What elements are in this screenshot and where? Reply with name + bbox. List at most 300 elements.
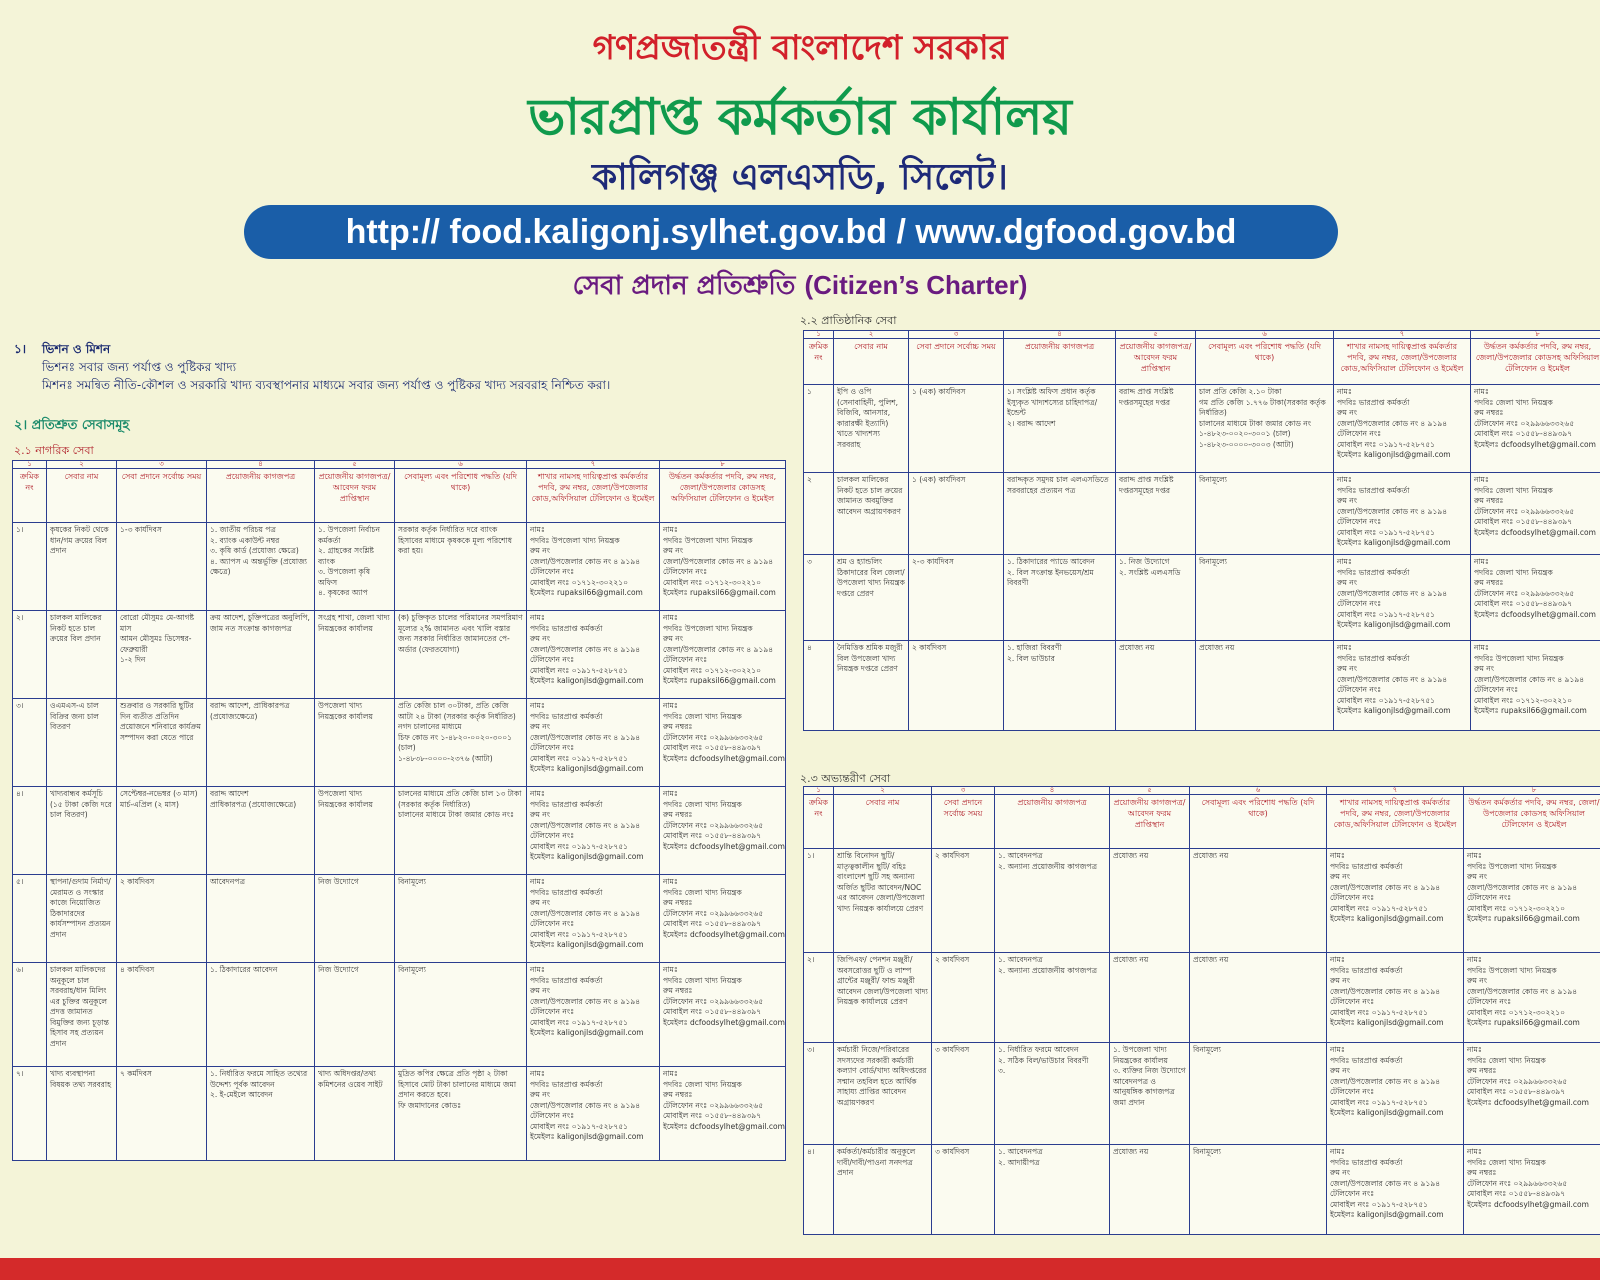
officer-detail-line: মোবাইল নংঃ ০১৭১২-৩০২২১০ (1467, 1007, 1566, 1017)
officer-detail-line: পদবিঃ জেলা খাদ্য নিয়ন্ত্রক (663, 711, 742, 721)
cell-text-line: চালানের মাধ্যমে টাকা জমার কোড নংঃ (398, 810, 514, 819)
table-row (804, 555, 1600, 641)
officer-detail-line: টেলিফোন নংঃ (530, 655, 575, 664)
cell-text-line: মার্চ-এপ্রিল (২ মাস) (120, 799, 179, 809)
officer-detail-line: রুম নং (530, 898, 551, 907)
serial-cell (13, 523, 47, 611)
cell-text-line: ২. বিল সংক্রান্ত ইনভয়েস/শ্রম বিবরণী (1007, 567, 1094, 587)
officer-detail-line: টেলিফোন নংঃ (1330, 997, 1375, 1006)
form-source-cell (315, 1067, 395, 1161)
officer-detail-line: রুম নং (1330, 872, 1351, 881)
form-source-cell (1110, 1043, 1190, 1145)
cell-text-line: ৩. (998, 1066, 1006, 1075)
officer-detail-line: টেলিফোন নংঃ ০২৯৯৬৬৩৩২৬৫ (663, 732, 764, 742)
officer-detail-line: জেলা/উপজেলার কোড নং ৪ ৯১৯৪ (663, 556, 774, 566)
officer-detail-line: মোবাইল নংঃ ০১৫৫৮-৪৪৯৩৯৭ (663, 919, 761, 928)
officer-detail-line: জেলা/উপজেলার কোড নং ৪ ৯১৯৪ (530, 1100, 641, 1110)
cell-text-line: ২. আদায়ীপত্র (998, 1157, 1040, 1167)
fee-cell (1190, 953, 1327, 1043)
responsible-officer-cell (527, 699, 660, 787)
service-time-cell (117, 699, 207, 787)
serial-cell (804, 641, 834, 731)
column-index: ২ (834, 331, 909, 339)
officer-detail-line: জেলা/উপজেলার কোড নং ৪ ৯১৯৪ (530, 908, 641, 918)
table-row (804, 849, 1600, 953)
fee-cell (395, 875, 527, 963)
service-time-cell (909, 555, 1004, 641)
service-time-cell (909, 641, 1004, 731)
documents-cell (207, 523, 315, 611)
officer-detail-line: ইমেইলঃ dcfoodsylhet@gmail.com (1467, 1199, 1589, 1209)
service-name-cell (834, 385, 909, 473)
officer-detail-line: নামঃ (1330, 851, 1345, 860)
officer-detail-line: পদবিঃ উপজেলা খাদ্য নিয়ন্ত্রক (1467, 965, 1557, 975)
supervising-officer-cell (660, 963, 786, 1067)
responsible-officer-cell (1334, 385, 1471, 473)
documents-cell (207, 699, 315, 787)
officer-detail-line: পদবিঃ ভারপ্রাপ্ত কর্মকর্তা (1330, 1055, 1403, 1065)
officer-detail-line: পদবিঃ ভারপ্রাপ্ত কর্মকর্তা (530, 1079, 603, 1089)
officer-detail-line: ইমেইলঃ rupaksil66@gmail.com (663, 676, 776, 685)
officer-detail-line: নামঃ (530, 613, 545, 622)
fee-cell (395, 699, 527, 787)
officer-detail-line: পদবিঃ জেলা খাদ্য নিয়ন্ত্রক (1474, 485, 1553, 495)
fee-cell (1196, 641, 1334, 731)
responsible-officer-cell (527, 963, 660, 1067)
column-header: প্রয়োজনীয় কাগজপত্র/আবেদন ফরম প্রাপ্তিস্থান (1110, 795, 1190, 849)
supervising-officer-cell (660, 611, 786, 699)
documents-cell (1004, 641, 1116, 731)
column-header: প্রয়োজনীয় কাগজপত্র/আবেদন ফরম প্রাপ্তিস্থান (1116, 339, 1196, 385)
charter-title-bn: সেবা প্রদান প্রতিশ্রুতি (572, 271, 796, 301)
documents-cell (207, 1067, 315, 1161)
officer-detail-line: রুম নং (1474, 664, 1495, 673)
officer-detail-line: নামঃ (1337, 643, 1352, 652)
cell-text-line: ৩ (807, 557, 812, 566)
fee-cell (1196, 473, 1334, 555)
officer-detail-line: জেলা/উপজেলার কোড নং ৪ ৯১৯৪ (530, 732, 641, 742)
institutional-services-table (803, 330, 1600, 731)
cell-text-line: প্রযোজ্য নয় (1119, 643, 1155, 652)
column-header: প্রয়োজনীয় কাগজপত্র (207, 469, 315, 523)
cell-text-line: কর্মচারী নিজে/পরিবারের সদস্যদের সরকারী কর্মচারী কল্যাণ বোর্ড/খাদ্য অধিদপ্তরের সন্মান তহবিল হতে আর্থিক সাহায্য প্রাপ্তির আবেদন অগ্রায়ণকরণ (837, 1045, 927, 1107)
cell-text-line: ৬। (16, 965, 24, 974)
officer-detail-line: ইমেইলঃ rupaksil66@gmail.com (663, 588, 776, 597)
officer-detail-line: পদবিঃ ভারপ্রাপ্ত কর্মকর্তা (1330, 1157, 1403, 1167)
cell-text-line: ৩। (807, 1045, 815, 1054)
column-header: সেবার নাম (47, 469, 117, 523)
service-time-cell (932, 1043, 995, 1145)
serial-cell (13, 963, 47, 1067)
cell-text-line: প্রাধিকারপত্র (প্রযোজ্যক্ষেত্রে) (210, 799, 297, 809)
officer-detail-line: জেলা/উপজেলার কোড নং ৪ ৯১৯৪ (663, 644, 774, 654)
officer-detail-line: রুম নম্বরঃ (663, 722, 693, 731)
cell-text-line: আবেদনপত্র (210, 877, 245, 886)
column-index: ১ (804, 331, 834, 339)
column-header: সেবামূল্য এবং পরিশোধ পদ্ধতি (যদি থাকে) (395, 469, 527, 523)
cell-text-line: ১. ঠিকাদারের প্যাডে আবেদন (1007, 557, 1095, 566)
cell-text-line: সংগ্রহ শাখা, জেলা খাদ্য নিয়ন্ত্রকের কার্যালয় (318, 613, 390, 633)
cell-text-line: বরাদ্দ আদেশ, প্রাধিকারপত্র (প্রযোজ্যক্ষেত্রে) (210, 701, 290, 721)
officer-detail-line: রুম নং (1330, 976, 1351, 985)
officer-detail-line: টেলিফোন নংঃ (1330, 1087, 1375, 1096)
officer-detail-line: পদবিঃ উপজেলা খাদ্য নিয়ন্ত্রক (530, 535, 620, 545)
cell-text-line: নিজ উদ্যোগে (318, 877, 359, 886)
officer-detail-line: টেলিফোন নংঃ (1337, 429, 1382, 438)
officer-detail-line: রুম নম্বরঃ (1474, 408, 1504, 417)
cell-text-line: উপজেলা খাদ্য নিয়ন্ত্রকের কার্যালয় (318, 789, 373, 809)
officer-detail-line: মোবাইল নংঃ ০১৯১৭-৫২৮৭৫১ (530, 753, 628, 763)
service-time-cell (932, 849, 995, 953)
cell-text-line: ২. অন্যান্য প্রয়োজনীয় কাগজপত্র (998, 861, 1097, 871)
cell-text-line: ৩. উপজেলা কৃষি অফিস (318, 567, 370, 587)
officer-detail-line: জেলা/উপজেলার কোড নং ৪ ৯১৯৪ (1337, 506, 1448, 516)
service-name-cell (47, 875, 117, 963)
officer-detail-line: মোবাইল নংঃ ০১৫৫৮-৪৪৯৩৯৭ (663, 1111, 761, 1120)
officer-detail-line: নামঃ (1474, 387, 1489, 396)
officer-detail-line: মোবাইল নংঃ ০১৫৫৮-৪৪৯৩৯৭ (1467, 1087, 1565, 1096)
column-index: ৮ (1464, 787, 1600, 795)
officer-detail-line: পদবিঃ ভারপ্রাপ্ত কর্মকর্তা (530, 887, 603, 897)
officer-detail-line: টেলিফোন নংঃ (1467, 893, 1512, 902)
cell-text-line: সেপ্টেম্বর-নভেম্বর (৩ মাস) (120, 789, 198, 798)
table-row (13, 875, 786, 963)
officer-detail-line: রুম নং (530, 722, 551, 731)
officer-detail-line: টেলিফোন নংঃ (530, 743, 575, 752)
cell-text-line: বরাদ্দকৃত সমুদয় চাল এলএসডিতে সরবরাহের প্রত্যয়ন পত্র (1007, 475, 1109, 495)
cell-text-line: ১-২ দিন (120, 655, 146, 664)
cell-text-line: ২. গ্রাহকের সংশ্লিষ্ট ব্যাংক (318, 546, 374, 566)
column-index: ৮ (1471, 331, 1600, 339)
supervising-officer-cell (660, 787, 786, 875)
supervising-officer-cell (660, 699, 786, 787)
officer-detail-line: মোবাইল নংঃ ০১৯১৭-৫২৮৭৫১ (1337, 695, 1435, 705)
column-index: ৩ (909, 331, 1004, 339)
service-time-cell (117, 963, 207, 1067)
officer-detail-line: মোবাইল নংঃ ০১৭১২-৩০২২১০ (663, 665, 762, 675)
officer-detail-line: টেলিফোন নংঃ ০২৯৯৬৬৩৩২৬৫ (1474, 506, 1575, 516)
fee-cell (1190, 1043, 1327, 1145)
officer-detail-line: জেলা/উপজেলার কোড নং ৪ ৯১৯৪ (1474, 674, 1585, 684)
form-source-cell (1116, 385, 1196, 473)
cell-text-line: ২ (807, 475, 812, 484)
serial-cell (804, 1145, 834, 1235)
column-header: সেবার নাম (834, 339, 909, 385)
column-header: প্রয়োজনীয় কাগজপত্র/আবেদন ফরম প্রাপ্তিস্থান (315, 469, 395, 523)
cell-text-line: প্রযোজ্য নয় (1113, 1147, 1149, 1156)
officer-detail-line: পদবিঃ ভারপ্রাপ্ত কর্মকর্তা (1337, 397, 1410, 407)
form-source-cell (315, 523, 395, 611)
service-time-cell (117, 875, 207, 963)
officer-detail-line: পদবিঃ ভারপ্রাপ্ত কর্মকর্তা (530, 711, 603, 721)
officer-detail-line: টেলিফোন নংঃ ০২৯৯৬৬৩৩২৬৫ (1467, 1076, 1568, 1086)
officer-detail-line: মোবাইল নংঃ ০১৯১৭-৫২৮৭৫১ (530, 841, 628, 851)
column-header: ক্রমিক নং (13, 469, 47, 523)
cell-text-line: ওএমএস-এ চাল বিক্রির জন্য চাল বিতরণ (50, 701, 99, 731)
form-source-cell (1116, 473, 1196, 555)
cell-text-line: প্রযোজ্য নয় (1199, 643, 1235, 652)
cell-text-line: ১-৪৮২৩-০০০০-৩০০৩ (আটা) (1199, 439, 1294, 449)
serial-cell (804, 385, 834, 473)
serial-cell (804, 473, 834, 555)
officer-detail-line: টেলিফোন নংঃ ০২৯৯৬৬৩৩২৬৫ (663, 908, 764, 918)
officer-detail-line: পদবিঃ ভারপ্রাপ্ত কর্মকর্তা (530, 799, 603, 809)
cell-text-line: কর্মকর্তা/কর্মচারীর অনুকূলে দাবী/দাবী/পাওনা সনদপত্র প্রদান (837, 1147, 916, 1177)
officer-detail-line: নামঃ (1474, 557, 1489, 566)
table-row (13, 611, 786, 699)
fee-cell (1190, 849, 1327, 953)
officer-detail-line: নামঃ (530, 1069, 545, 1078)
cell-text-line: গম প্রতি কেজি ১.৭৭৬ টাকা(সরকার কর্তৃক নির্ধারিত) (1199, 397, 1326, 417)
officer-detail-line: টেলিফোন নংঃ ০২৯৯৬৬৩৩২৬৫ (663, 820, 764, 830)
cell-text-line: ৪। (16, 789, 24, 798)
cell-text-line: ১। সংশ্লিষ্ট অফিস প্রধান কর্তৃক ইস্যুকৃত খাদ্যশস্যের চাহিদাপত্র/ইন্ডেন্ট (1007, 387, 1098, 417)
column-header: প্রয়োজনীয় কাগজপত্র (1004, 339, 1116, 385)
fee-cell (395, 787, 527, 875)
officer-detail-line: রুম নং (530, 634, 551, 643)
cell-text-line: ২ কার্যদিবস (912, 643, 947, 652)
cell-text-line: ফি জমাদানের কোডঃ (398, 1100, 462, 1110)
officer-detail-line: ইমেইলঃ kaligonjlsd@gmail.com (1337, 706, 1451, 715)
documents-cell (207, 875, 315, 963)
officer-detail-line: টেলিফোন নংঃ (1337, 685, 1382, 694)
column-index: ২ (834, 787, 932, 795)
service-name-cell (834, 473, 909, 555)
cell-text-line: ৩ কার্যদিবস (935, 1045, 970, 1054)
officer-detail-line: টেলিফোন নংঃ (1337, 517, 1382, 526)
service-time-cell (117, 523, 207, 611)
column-index: ৫ (1110, 787, 1190, 795)
officer-detail-line: ইমেইলঃ rupaksil66@gmail.com (1474, 706, 1587, 715)
column-index: ৪ (1004, 331, 1116, 339)
cell-text-line: ১। (807, 851, 815, 860)
cell-text-line: ১-৩ কার্যদিবস (120, 525, 162, 534)
column-header: শাখার নামসহ দায়িত্বপ্রাপ্ত কর্মকর্তার পদবি, রুম নম্বর, জেলা/উপজেলার কোড,অফিসিয়াল টেলিফোন ও ইমেইল (1334, 339, 1471, 385)
cell-text-line: ৩ কার্যদিবস (935, 1147, 970, 1156)
officer-detail-line: পদবিঃ উপজেলা খাদ্য নিয়ন্ত্রক (1467, 861, 1557, 871)
vision-mission (14, 340, 784, 394)
service-name-cell (47, 1067, 117, 1161)
officer-detail-line: রুম নং (663, 546, 684, 555)
website-url-banner[interactable]: http:// food.kaligonj.sylhet.gov.bd / www.dgfood.gov.bd (244, 205, 1338, 259)
officer-detail-line: টেলিফোন নংঃ (1330, 1189, 1375, 1198)
officer-detail-line: ইমেইলঃ kaligonjlsd@gmail.com (530, 1028, 644, 1037)
supervising-officer-cell (1471, 555, 1600, 641)
officer-detail-line: রুম নং (1337, 408, 1358, 417)
cell-text-line: বিনামূল্যে (1199, 557, 1227, 566)
service-time-cell (932, 953, 995, 1043)
form-source-cell (315, 963, 395, 1067)
officer-detail-line: জেলা/উপজেলার কোড নং ৪ ৯১৯৪ (1467, 882, 1578, 892)
documents-cell (995, 849, 1110, 953)
responsible-officer-cell (527, 1067, 660, 1161)
cell-text-line: প্রযোজ্য নয় (1193, 955, 1229, 964)
cell-text-line: প্রতি কেজি চাল ৩০টাকা, প্রতি কেজি আটা ২৪ টাকা (সরকার কর্তৃক নির্ধারিত) নগদ চালানের মাধ্যমে (398, 701, 516, 731)
cell-text-line: বরাদ্দ প্রাপ্ত সংশ্লিষ্ট দপ্তরসমূহের দপ্তর (1119, 475, 1174, 495)
officer-detail-line: ইমেইলঃ dcfoodsylhet@gmail.com (663, 753, 785, 763)
documents-cell (207, 611, 315, 699)
service-name-cell (834, 953, 932, 1043)
officer-detail-line: ইমেইলঃ kaligonjlsd@gmail.com (530, 764, 644, 773)
serial-cell (13, 611, 47, 699)
officer-detail-line: রুম নং (1467, 976, 1488, 985)
officer-detail-line: রুম নম্বরঃ (663, 986, 693, 995)
cell-text-line: ১. উপজেলা খাদ্য নিয়ন্ত্রকের কার্যালয় (1113, 1045, 1168, 1065)
column-index: ১ (804, 787, 834, 795)
cell-text-line: ১ (এক) কার্যদিবস (912, 387, 966, 396)
officer-detail-line: টেলিফোন নংঃ (530, 919, 575, 928)
officer-detail-line: জেলা/উপজেলার কোড নং ৪ ৯১৯৪ (1337, 674, 1448, 684)
cell-text-line: খাদ্য অধিদপ্তর/তথ্য কমিশনের ওয়েব সাইট (318, 1069, 383, 1089)
supervising-officer-cell (1471, 473, 1600, 555)
cell-text-line: ৭। (16, 1069, 24, 1078)
serial-cell (804, 953, 834, 1043)
officer-detail-line: রুম নং (1467, 872, 1488, 881)
cell-text-line: চালকল মালিকের নিকট হতে চাল ক্রয়ের বিল প্রদান (50, 613, 102, 643)
documents-cell (207, 963, 315, 1067)
cell-text-line: ২ কার্যদিবস (120, 877, 155, 886)
officer-detail-line: পদবিঃ ভারপ্রাপ্ত কর্মকর্তা (1337, 653, 1410, 663)
table-row (13, 699, 786, 787)
officer-detail-line: নামঃ (530, 789, 545, 798)
form-source-cell (315, 611, 395, 699)
officer-detail-line: জেলা/উপজেলার কোড নং ৪ ৯১৯৪ (530, 556, 641, 566)
cell-text-line: শুক্রবার ও সরকারি ছুটির দিন ব্যতীত প্রতিদিন প্রয়োজনে শনিবারে কার্যক্রম সম্পাদন করা যেতে পারে (120, 701, 201, 742)
cell-text-line: বোরো মৌসুমঃ মে-আগষ্ট মাস (120, 613, 195, 633)
cell-text-line: ইপি ও ওপি (সেনাবাহিনী, পুলিশ, বিজিবি, আনসার, কারারক্ষী ইত্যাদি) খাতে খাদ্যশস্য সরবরাহ (837, 387, 899, 449)
cell-text-line: প্রযোজ্য নয় (1193, 851, 1229, 860)
officer-detail-line: টেলিফোন নংঃ (530, 567, 575, 576)
cell-text-line: ১. উপজেলা নির্বাচন কর্মকর্তা (318, 525, 380, 545)
supervising-officer-cell (1464, 1145, 1600, 1235)
table-row (804, 385, 1600, 473)
column-index: ৪ (995, 787, 1110, 795)
column-header: সেবা প্রদানে সর্বোচ্চ সময় (909, 339, 1004, 385)
table-row (804, 953, 1600, 1043)
serial-cell (13, 1067, 47, 1161)
documents-cell (1004, 555, 1116, 641)
officer-detail-line: মোবাইল নংঃ ০১৫৫৮-৪৪৯৩৯৭ (1467, 1189, 1565, 1198)
cell-text-line: ৩. কৃষি কার্ড (প্রযোজ্য ক্ষেত্রে) (210, 546, 299, 555)
cell-text-line: ১ (এক) কার্যদিবস (912, 475, 966, 484)
supervising-officer-cell (1471, 641, 1600, 731)
officer-detail-line: জেলা/উপজেলার কোড নং ৪ ৯১৯৪ (1337, 588, 1448, 598)
column-header: সেবামূল্য এবং পরিশোধ পদ্ধতি (যদি থাকে) (1196, 339, 1334, 385)
service-time-cell (909, 473, 1004, 555)
cell-text-line: মুদ্রিত কপির ক্ষেত্রে প্রতি পৃষ্ঠা ২ টাকা হিসাবে মোট টাকা চালানের মাধ্যমে জমা প্রদান করতে হবে। (398, 1069, 517, 1099)
column-header: শাখার নামসহ দায়িত্বপ্রাপ্ত কর্মকর্তার পদবি, রুম নম্বর, জেলা/উপজেলার কোড,অফিসিয়াল টেলিফোন ও ইমেইল (1327, 795, 1464, 849)
fee-cell (395, 611, 527, 699)
cell-text-line: জিপিএফ/ পেনশন মঞ্জুরী/ অবসরোত্তর ছুটি ও লাম্প গ্রান্টের মঞ্জুরী/ ফান্ড মঞ্জুরী আবেদন জেলা/উপজেলা খাদ্য নিয়ন্ত্রক কার্যালয়ে প্রেরণ (837, 955, 928, 1006)
officer-detail-line: ইমেইলঃ kaligonjlsd@gmail.com (1337, 538, 1451, 547)
officer-detail-line: মোবাইল নংঃ ০১৯১৭-৫২৮৭৫১ (530, 1017, 628, 1027)
officer-detail-line: রুম নং (530, 810, 551, 819)
column-index: ৫ (315, 461, 395, 469)
form-source-cell (1116, 641, 1196, 731)
officer-detail-line: মোবাইল নংঃ ০১৯১৭-৫২৮৭৫১ (1330, 1007, 1428, 1017)
officer-detail-line: ইমেইলঃ dcfoodsylhet@gmail.com (1474, 439, 1596, 449)
cell-text-line: নৈমিত্তিক শ্রমিক মজুরী বিল উপজেলা খাদ্য নিয়ন্ত্রক দপ্তরে প্রেরণ (837, 643, 903, 673)
officer-detail-line: রুম নং (663, 634, 684, 643)
officer-detail-line: ইমেইলঃ kaligonjlsd@gmail.com (530, 940, 644, 949)
officer-detail-line: ইমেইলঃ rupaksil66@gmail.com (1467, 914, 1580, 923)
officer-detail-line: নামঃ (663, 525, 678, 534)
officer-detail-line: টেলিফোন নংঃ (663, 567, 708, 576)
column-header: সেবামূল্য এবং পরিশোধ পদ্ধতি (যদি থাকে) (1190, 795, 1327, 849)
cell-text-line: বিনামূল্যে (398, 965, 426, 974)
officer-detail-line: মোবাইল নংঃ ০১৫৫৮-৪৪৯৩৯৭ (1474, 429, 1572, 438)
citizen-services-heading: ২.১ নাগরিক সেবা (14, 444, 94, 457)
cell-text-line: প্রযোজ্য নয় (1113, 955, 1149, 964)
cell-text-line: ১. নির্ধারিত ফরমে আবেদন (998, 1045, 1079, 1054)
officer-detail-line: মোবাইল নংঃ ০১৫৫৮-৪৪৯৩৯৭ (663, 743, 761, 752)
officer-detail-line: ইমেইলঃ kaligonjlsd@gmail.com (530, 852, 644, 861)
officer-detail-line: পদবিঃ জেলা খাদ্য নিয়ন্ত্রক (663, 799, 742, 809)
officer-detail-line: রুম নং (1337, 578, 1358, 587)
cell-text-line: বরাদ্দ আদেশ (210, 789, 249, 798)
form-source-cell (1110, 1145, 1190, 1235)
serial-cell (13, 787, 47, 875)
officer-detail-line: টেলিফোন নংঃ ০২৯৯৬৬৩৩২৬৫ (663, 996, 764, 1006)
officer-detail-line: মোবাইল নংঃ ০১৫৫৮-৪৪৯৩৯৭ (1474, 599, 1572, 608)
officer-detail-line: টেলিফোন নংঃ ০২৯৯৬৬৩৩২৬৫ (1474, 418, 1575, 428)
officer-detail-line: ইমেইলঃ kaligonjlsd@gmail.com (1330, 914, 1444, 923)
officer-detail-line: মোবাইল নংঃ ০১৫৫৮-৪৪৯৩৯৭ (1474, 517, 1572, 526)
officer-detail-line: ইমেইলঃ kaligonjlsd@gmail.com (1337, 620, 1451, 629)
officer-detail-line: পদবিঃ জেলা খাদ্য নিয়ন্ত্রক (1467, 1157, 1546, 1167)
serial-cell (804, 1043, 834, 1145)
column-header: উর্দ্ধতন কর্মকর্তার পদবি, রুম নম্বর, জেলা/উপজেলার কোডসহ অফিসিয়াল টেলিফোন ও ইমেইল (1471, 339, 1600, 385)
officer-detail-line: টেলিফোন নংঃ ০২৯৯৬৬৩৩২৬৫ (1467, 1178, 1568, 1188)
serial-cell (804, 849, 834, 953)
officer-detail-line: পদবিঃ উপজেলা খাদ্য নিয়ন্ত্রক (663, 623, 753, 633)
officer-detail-line: রুম নম্বরঃ (1467, 1066, 1497, 1075)
service-time-cell (909, 385, 1004, 473)
officer-detail-line: নামঃ (663, 1069, 678, 1078)
officer-detail-line: জেলা/উপজেলার কোড নং ৪ ৯১৯৪ (530, 644, 641, 654)
service-time-cell (117, 611, 207, 699)
officer-detail-line: নামঃ (1467, 851, 1482, 860)
supervising-officer-cell (1464, 1043, 1600, 1145)
cell-text-line: বরাদ্দ প্রাপ্ত সংশ্লিষ্ট দপ্তরসমূহের দপ্তর (1119, 387, 1174, 407)
officer-detail-line: টেলিফোন নংঃ (663, 655, 708, 664)
form-source-cell (315, 699, 395, 787)
fee-cell (395, 1067, 527, 1161)
column-header: উর্দ্ধতন কর্মকর্তার পদবি, রুম নম্বর, জেলা/উপজেলার কোডসহ অফিসিয়াল টেলিফোন ও ইমেইল (1464, 795, 1600, 849)
officer-detail-line: মোবাইল নংঃ ০১৭১২-৩০২২১০ (663, 577, 762, 587)
cell-text-line: ২। (807, 955, 815, 964)
officer-detail-line: ইমেইলঃ dcfoodsylhet@gmail.com (1474, 527, 1596, 537)
officer-detail-line: রুম নম্বরঃ (663, 1090, 693, 1099)
officer-detail-line: মোবাইল নংঃ ০১৯১৭-৫২৮৭৫১ (1337, 527, 1435, 537)
officer-detail-line: টেলিফোন নংঃ (1474, 685, 1519, 694)
cell-text-line: ৪ কার্যদিবস (120, 965, 155, 974)
office-location: কালিগঞ্জ এলএসডি, সিলেট। (592, 157, 1008, 198)
supervising-officer-cell (660, 1067, 786, 1161)
officer-detail-line: মোবাইল নংঃ ০১৫৫৮-৪৪৯৩৯৭ (663, 831, 761, 840)
officer-detail-line: নামঃ (1330, 955, 1345, 964)
cell-text-line: খাদ্য ব্যবস্থাপনা বিষয়ক তথ্য সরবরাহ (50, 1069, 112, 1089)
column-index: ৪ (207, 461, 315, 469)
officer-detail-line: রুম নং (1337, 496, 1358, 505)
column-header: উর্দ্ধতন কর্মকর্তার পদবি, রুম নম্বর, জেলা/উপজেলার কোডসহ অফিসিয়াল টেলিফোন ও ইমেইল (660, 469, 786, 523)
cell-text-line: ১. হাজিরা বিবরণী (1007, 643, 1062, 652)
cell-text-line: ২. ব্যাংক একাউন্ট নম্বর (210, 535, 280, 545)
cell-text-line: কৃষকের নিকট থেকে ধান/গম ক্রয়ের বিল প্রদান (50, 525, 109, 555)
cell-text-line: চালনের মাধ্যমে প্রতি কেজি চাল ১৩ টাকা (সরকার কর্তৃক নির্ধারিত) (398, 789, 522, 809)
service-name-cell (834, 1043, 932, 1145)
documents-cell (995, 953, 1110, 1043)
